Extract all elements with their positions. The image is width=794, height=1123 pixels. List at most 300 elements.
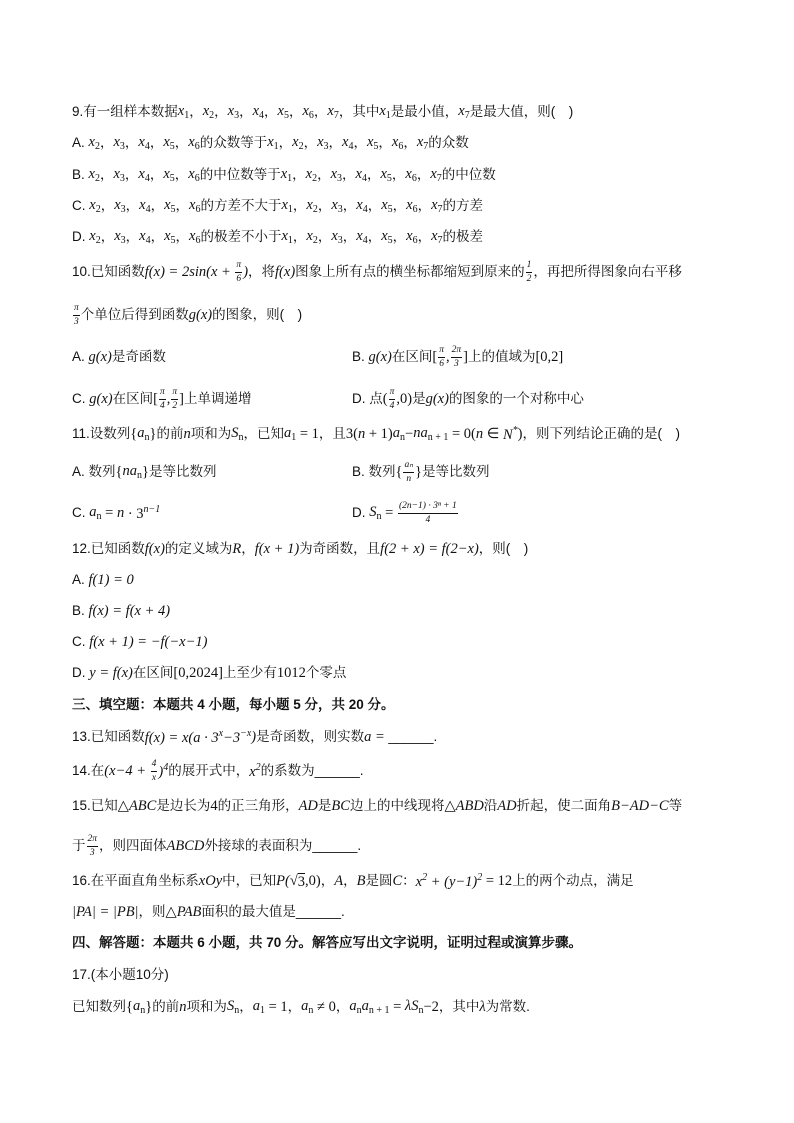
math-italic: x	[306, 227, 313, 244]
subscript: 6	[398, 140, 404, 152]
math-expr	[427, 873, 482, 890]
math-upright: =	[389, 998, 405, 1015]
math-expr	[139, 198, 150, 215]
math-italic: (x−4 +	[104, 762, 150, 779]
math-expr	[89, 392, 112, 407]
math-expr	[382, 506, 397, 521]
math-expr	[89, 350, 112, 365]
fraction-numerator: 1	[526, 260, 533, 272]
text-run: ，	[403, 135, 417, 151]
question-12-option-a	[72, 567, 134, 593]
text-run: 面积的最大值是______.	[201, 904, 345, 920]
math-italic: g(x)	[88, 348, 112, 365]
text-run: ，	[417, 198, 432, 214]
math-italic: x	[277, 102, 284, 119]
math-italic: x	[252, 102, 260, 119]
math-italic: x	[381, 227, 388, 244]
fraction-denominator: n	[406, 473, 412, 484]
math-italic: BC	[331, 797, 350, 814]
math-expr	[253, 999, 265, 1016]
text-run: 在区间	[132, 665, 174, 681]
math-expr	[183, 427, 190, 442]
subscript: 2	[94, 172, 100, 184]
text-run: ，	[100, 198, 115, 214]
subscript: 2	[312, 172, 318, 184]
text-run: ，	[99, 135, 114, 151]
math-expr	[406, 198, 417, 215]
math-expr	[364, 730, 388, 745]
text-run: 是	[317, 798, 332, 814]
math-italic: x	[280, 165, 288, 182]
question-9-option-c	[72, 193, 483, 219]
fraction-numerator: π	[389, 387, 396, 399]
text-run: D.	[72, 665, 90, 681]
subscript: 5	[386, 172, 392, 184]
text-run: 是等比数列	[148, 464, 217, 480]
math-expr	[188, 135, 199, 152]
math-italic: n	[357, 425, 366, 442]
text-run: 13.已知函数	[72, 729, 145, 745]
superscript: 2	[477, 871, 483, 883]
math-expr	[163, 167, 174, 184]
superscript: 2	[422, 871, 428, 883]
math-expr	[188, 167, 199, 184]
fraction-denominator: 3	[89, 847, 95, 858]
math-italic: na	[122, 462, 137, 479]
text-run: ，则( )	[478, 541, 529, 557]
math-italic: N	[502, 426, 513, 443]
subscript: 6	[194, 172, 200, 184]
subscript: 3	[120, 234, 126, 246]
math-italic: S	[231, 424, 239, 441]
math-upright: = 12	[482, 872, 513, 889]
text-run: 的方差不大于	[200, 198, 282, 214]
math-expr	[158, 763, 168, 780]
math-italic: x	[188, 133, 195, 150]
math-italic: a =	[364, 728, 389, 745]
math-expr	[367, 135, 378, 152]
fraction	[235, 260, 242, 284]
math-expr	[292, 135, 303, 152]
text-run: ，再把所得图象向右平移	[533, 264, 682, 280]
math-italic: ABCD	[166, 837, 205, 854]
question-15-line1	[72, 793, 682, 819]
question-9-stem	[72, 99, 573, 125]
question-10-option-d	[352, 386, 584, 412]
text-run: A.	[72, 572, 89, 588]
text-run: 外接球的表面积为______.	[204, 838, 362, 854]
math-italic: λ	[479, 998, 486, 1015]
fraction-numerator: π	[73, 303, 80, 315]
subscript: 7	[437, 203, 443, 215]
subscript: 7	[423, 140, 429, 152]
math-expr	[426, 392, 449, 407]
text-run: ______.	[388, 729, 438, 745]
math-expr	[89, 167, 100, 184]
superscript: x	[218, 727, 224, 739]
math-expr	[178, 104, 189, 121]
math-expr	[281, 198, 292, 215]
math-italic: x	[302, 102, 309, 119]
math-expr	[126, 1000, 133, 1015]
math-expr	[290, 874, 298, 889]
math-expr	[118, 799, 129, 814]
math-expr	[415, 465, 422, 480]
text-run: ，且	[318, 426, 346, 442]
math-expr	[210, 799, 217, 814]
math-upright: [	[432, 348, 438, 365]
fraction	[159, 387, 166, 411]
subscript: n	[144, 431, 150, 443]
text-run: 四、解答题：本题共 6 小题，共 70 分。解答应写出文字说明，证明过程或演算步骤。	[72, 935, 583, 951]
text-run: ，	[342, 167, 356, 183]
fraction	[73, 303, 80, 327]
math-expr	[432, 350, 437, 365]
text-run: 项和为	[186, 999, 227, 1015]
question-17-title	[72, 962, 169, 988]
math-italic: x	[138, 133, 145, 150]
math-expr	[153, 392, 158, 407]
text-run: ，	[287, 999, 302, 1015]
text-run: ，则四面体	[99, 838, 167, 854]
text-run: ，	[149, 167, 164, 183]
question-9-option-d	[72, 224, 483, 250]
math-expr	[483, 427, 503, 442]
math-italic: f(x)	[144, 540, 165, 557]
text-run: ，	[124, 135, 139, 151]
fraction-denominator: 6	[439, 358, 444, 369]
math-italic: x	[416, 133, 424, 150]
math-upright: = 0(	[448, 425, 476, 442]
math-italic: B	[356, 872, 366, 889]
math-expr	[381, 229, 392, 246]
math-italic: x	[405, 165, 412, 182]
math-italic: λS	[404, 997, 419, 1014]
text-run: 15.已知	[72, 798, 118, 814]
math-italic: a	[301, 997, 309, 1014]
superscript: 4	[163, 761, 169, 773]
math-expr	[301, 999, 313, 1016]
math-italic: B−AD−C	[611, 797, 669, 814]
math-expr	[138, 167, 149, 184]
math-expr	[189, 198, 200, 215]
math-expr	[406, 229, 417, 246]
math-italic: C	[392, 872, 403, 889]
text-run: D. 点	[352, 391, 383, 407]
math-expr	[164, 229, 175, 246]
math-expr	[255, 542, 299, 557]
math-italic: x	[189, 227, 196, 244]
math-expr	[417, 135, 428, 152]
question-12-option-d	[72, 660, 346, 686]
superscript: *	[512, 424, 518, 436]
math-italic: x	[356, 196, 363, 213]
math-expr	[334, 874, 343, 889]
superscript: 2	[255, 761, 261, 773]
math-upright: 1012	[276, 664, 306, 681]
fraction-denominator: 2	[172, 400, 178, 411]
math-italic: x	[380, 165, 387, 182]
subscript: 4	[145, 234, 151, 246]
math-upright: ,0)	[305, 872, 321, 889]
math-upright: ,0)	[396, 390, 413, 407]
text-run: ，	[278, 135, 293, 151]
text-run: ，	[313, 104, 328, 120]
fraction-numerator: (2n−1) · 3ⁿ + 1	[398, 501, 458, 513]
math-expr	[277, 666, 306, 681]
math-expr	[89, 666, 133, 681]
math-expr	[139, 229, 150, 246]
math-expr	[284, 426, 296, 443]
text-run: 上单调递增	[183, 391, 252, 407]
math-italic: g(x)	[89, 390, 113, 407]
text-run: ，	[189, 104, 203, 120]
math-expr	[89, 135, 100, 152]
text-run: ，	[367, 229, 382, 245]
math-upright: △	[165, 903, 177, 920]
math-italic: x	[164, 227, 171, 244]
text-run: 等	[668, 798, 683, 814]
math-expr	[369, 350, 392, 365]
subscript: 4	[144, 172, 150, 184]
text-run: 上的两个动点，满足	[512, 873, 634, 889]
text-run: 个零点	[305, 665, 347, 681]
question-10-stem-line1	[72, 259, 682, 285]
superscript: n−1	[143, 503, 161, 515]
math-upright: =	[381, 504, 397, 521]
subscript: 3	[337, 234, 343, 246]
math-italic: x	[163, 165, 170, 182]
text-run: 的定义域为	[164, 541, 233, 557]
math-expr	[114, 229, 125, 246]
math-expr	[249, 763, 260, 780]
text-run: 的图象的一个对称中心	[448, 391, 584, 407]
math-expr	[113, 167, 124, 184]
text-run: ，	[328, 135, 343, 151]
text-run: ，	[99, 167, 114, 183]
text-run: ，	[100, 229, 115, 245]
math-italic: x	[113, 165, 120, 182]
math-expr	[306, 167, 317, 184]
fraction	[398, 501, 458, 525]
math-italic: n	[475, 425, 484, 442]
text-run: ，	[288, 104, 303, 120]
math-upright: }	[145, 998, 153, 1015]
question-12-option-c	[72, 629, 207, 655]
subscript: 3	[120, 203, 126, 215]
question-9-option-a	[72, 130, 469, 156]
math-upright: {	[395, 463, 403, 480]
subscript: 4	[362, 203, 368, 215]
question-12-stem	[72, 536, 528, 562]
fraction-denominator: 4	[159, 400, 165, 411]
math-italic: x	[89, 227, 96, 244]
math-expr	[306, 198, 317, 215]
math-italic: g(x)	[368, 348, 392, 365]
subscript: 2	[312, 203, 318, 215]
subscript: 5	[170, 234, 176, 246]
math-expr	[357, 874, 366, 889]
fraction-numerator: 4	[151, 759, 158, 771]
math-expr	[133, 999, 145, 1016]
math-expr	[113, 135, 124, 152]
subscript: 7	[437, 234, 443, 246]
math-expr	[104, 764, 149, 779]
math-upright: [0,2024]	[173, 664, 223, 681]
math-expr	[458, 104, 469, 121]
text-run: ，	[353, 135, 367, 151]
text-run: ，	[125, 198, 140, 214]
math-expr	[327, 104, 338, 121]
subscript: 3	[119, 172, 125, 184]
math-italic: n	[179, 998, 187, 1015]
math-expr	[89, 604, 171, 619]
question-10-option-a	[72, 344, 166, 370]
math-italic: a	[361, 997, 369, 1014]
text-run: ，	[264, 104, 278, 120]
math-expr	[89, 505, 101, 522]
math-expr	[430, 167, 441, 184]
math-upright: △	[117, 797, 129, 814]
math-upright: }	[415, 463, 422, 480]
math-upright: )	[517, 425, 523, 442]
math-italic: a	[349, 997, 357, 1014]
subscript: 2	[209, 109, 215, 121]
question-10-stem-line2	[72, 302, 302, 328]
subscript: n + 1	[427, 431, 449, 443]
math-upright: }	[149, 425, 157, 442]
math-italic: x	[331, 196, 338, 213]
math-upright: ,	[166, 390, 171, 407]
math-expr	[149, 427, 156, 442]
math-italic: f(x) = x(a · 3	[144, 729, 219, 746]
math-italic: )	[251, 728, 257, 745]
math-expr	[142, 465, 149, 480]
question-11-option-b	[352, 459, 490, 485]
fraction-denominator: 2	[526, 273, 532, 284]
text-run: ，	[150, 229, 165, 245]
question-9-option-b	[72, 162, 496, 188]
math-expr	[227, 999, 239, 1016]
subscript: 6	[412, 203, 418, 215]
math-italic: x	[381, 196, 388, 213]
text-run: 在区间	[112, 391, 154, 407]
math-italic: a	[132, 997, 141, 1014]
text-run: 上至少有	[222, 665, 277, 681]
math-italic: x	[113, 133, 120, 150]
math-expr	[444, 799, 455, 814]
text-run: 中，已知	[222, 873, 277, 889]
question-11-option-d	[352, 500, 459, 526]
math-italic: x	[227, 102, 235, 119]
subscript: n + 1	[368, 1004, 390, 1016]
math-italic: x	[89, 196, 96, 213]
question-12-option-b	[72, 598, 170, 624]
math-italic: −3	[223, 729, 241, 746]
math-upright: {	[130, 425, 138, 442]
subscript: 7	[436, 172, 442, 184]
text-run: 上的值域为	[467, 349, 536, 365]
math-upright: [0,2]	[535, 348, 564, 365]
text-run: 是最大值，则( )	[469, 104, 574, 120]
math-expr	[306, 229, 317, 246]
math-italic: x	[331, 227, 338, 244]
math-upright: ]	[463, 348, 468, 365]
math-upright: {	[126, 998, 133, 1015]
math-expr	[116, 465, 123, 480]
fraction-numerator: 2π	[87, 834, 99, 846]
math-italic: x	[431, 196, 438, 213]
subscript: n	[308, 1004, 314, 1016]
fraction-denominator: 6	[236, 273, 242, 284]
math-expr	[189, 308, 212, 323]
fraction	[403, 460, 414, 484]
text-run: 是奇函数	[111, 349, 166, 365]
text-run: ，	[174, 135, 189, 151]
text-run: ，	[214, 104, 228, 120]
subscript: n	[136, 469, 142, 481]
subscript: 6	[195, 234, 201, 246]
math-expr	[405, 999, 424, 1016]
math-expr	[276, 874, 290, 889]
math-italic: A	[334, 872, 344, 889]
text-run: ，	[335, 999, 350, 1015]
question-10-option-b	[352, 344, 563, 370]
subscript: 4	[362, 234, 368, 246]
text-run: 16.在平面直角坐标系	[72, 873, 199, 889]
math-italic: PAB	[176, 903, 202, 920]
math-italic: x	[430, 165, 437, 182]
text-run: ，	[292, 229, 307, 245]
text-run: B. 数列	[352, 464, 396, 480]
fraction	[87, 834, 99, 858]
math-italic: a	[283, 424, 292, 441]
text-run: ，	[175, 198, 190, 214]
subscript: 4	[348, 140, 354, 152]
text-run: 的前	[156, 426, 184, 442]
text-run: ，	[239, 999, 253, 1015]
subscript: 5	[169, 140, 175, 152]
math-expr	[265, 1000, 288, 1015]
math-expr	[503, 426, 518, 443]
math-italic: )	[158, 763, 164, 780]
text-run: 为奇函数，且	[299, 541, 381, 557]
subscript: n	[418, 1004, 424, 1016]
text-run: 已知数列	[72, 999, 126, 1015]
subscript: n	[400, 431, 405, 443]
subscript: 3	[323, 140, 329, 152]
math-expr	[482, 874, 512, 889]
question-16-line1	[72, 868, 634, 894]
math-expr	[199, 874, 222, 889]
math-upright: + 1)	[365, 425, 393, 442]
math-expr	[497, 799, 516, 814]
text-run: 的中位数等于	[199, 167, 281, 183]
fraction-denominator: 3	[453, 358, 459, 369]
math-expr	[535, 350, 563, 365]
subscript: 7	[464, 109, 470, 121]
math-expr	[389, 1000, 404, 1015]
text-run: 是奇函数，则实数	[256, 729, 365, 745]
math-expr	[177, 905, 202, 920]
fraction-numerator: aₙ	[403, 460, 414, 472]
text-run: 的极差不小于	[200, 229, 282, 245]
math-italic: )	[243, 263, 249, 280]
math-expr	[102, 506, 117, 521]
math-expr	[456, 799, 484, 814]
math-expr	[89, 198, 100, 215]
math-italic: x	[267, 133, 274, 150]
